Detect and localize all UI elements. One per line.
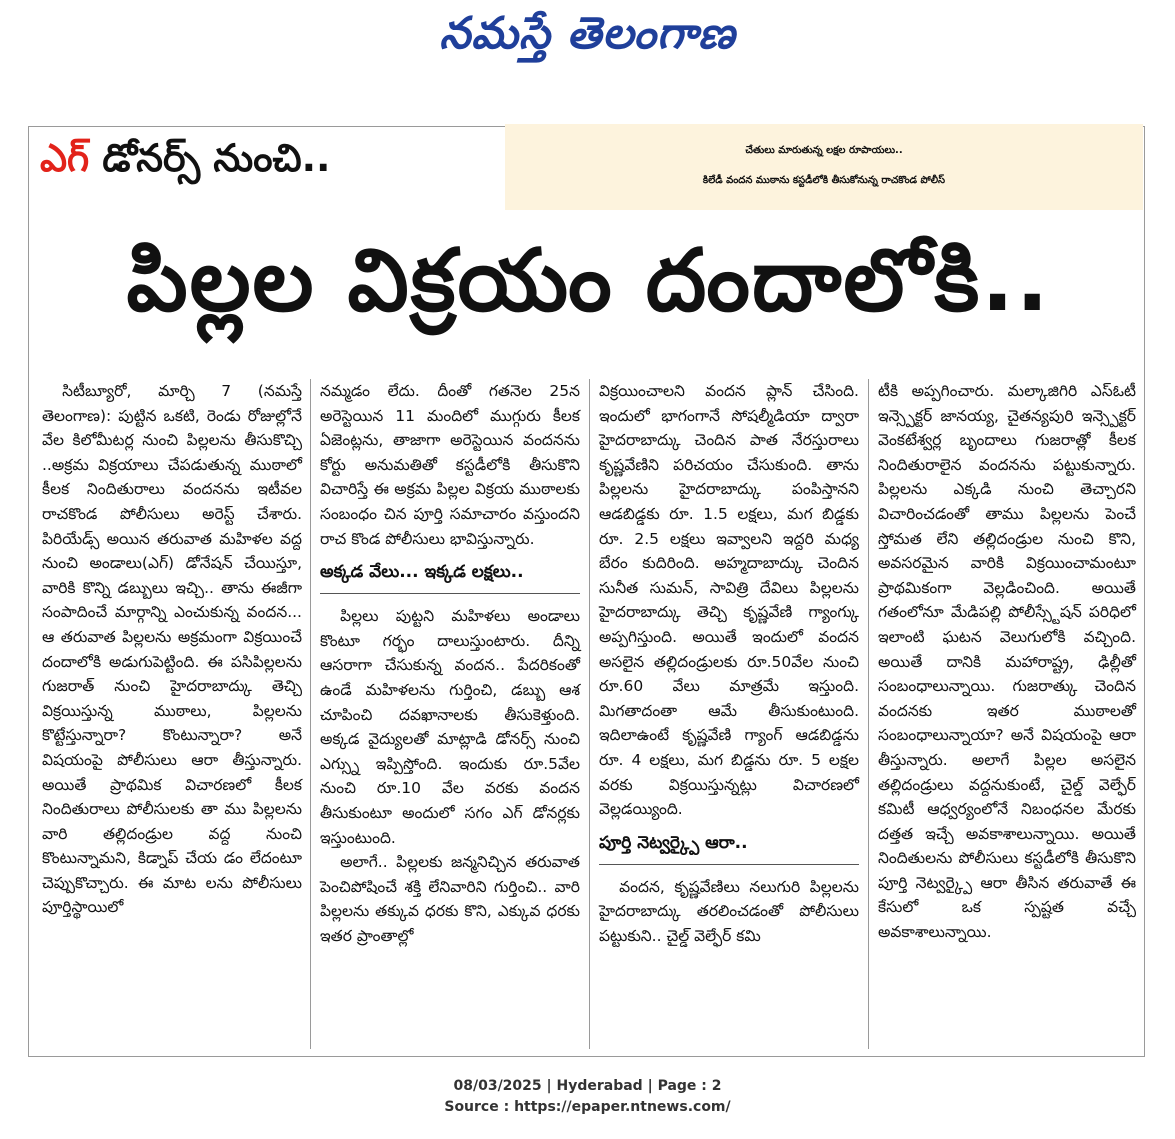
column-3-text-b: వందన, కృష్ణవేణిలు నలుగురి పిల్లలను హైదరాబాద్కు తరలించడంతో పోలీసులు పట్టుకుని.. చైల్డ్ వెల్ఫేర్ కమి (599, 877, 859, 945)
subheading-1-rule (320, 593, 580, 594)
article-border-bottom (28, 1056, 1145, 1057)
column-2-text-c: అలాగే.. పిల్లలకు జన్మనిచ్చిన తరువాత పెంచిపోషించే శక్తి లేనివారిని గుర్తించి.. వారి పిల్లలను తక్కువ ధరకు కొని, ఎక్కువ ధరకు ఇతర ప్రాంతాల్లో (320, 853, 580, 945)
column-1 (42, 379, 302, 920)
column-rule-3 (868, 379, 869, 1049)
column-3 (599, 379, 859, 948)
subheading-2-rule (599, 864, 859, 865)
column-2-text-b: పిల్లలు పుట్టని మహిళలు అండాలు కొంటూ గర్భం దాలుస్తుంటారు. దీన్ని ఆసరాగా చేసుకున్న వందన.. పేదరికంతో ఉండే మహిళలను గుర్తించి, డబ్బు ఆశ చూపించి దవఖానాలకు తీసుకెళ్తుంది. అక్కడ వైద్యులతో మాట్లాడి డోనర్స్ నుంచి ఎగ్స్ను ఇప్పిస్తోంది. ఇందుకు రూ.5వేల నుంచి రూ.10 వేల వరకు వందన తీసుకుంటూ అందులో సగం ఎగ్ డోనర్లకు ఇస్తుంటుంది. (320, 607, 580, 847)
footer-date-line: 08/03/2025 | Hyderabad | Page : 2 (453, 1078, 722, 1094)
masthead-logo: నమస్తే తెలంగాణ (439, 8, 736, 59)
column-3-text-a: విక్రయించాలని వందన ప్లాన్ చేసింది. ఇందులో భాగంగానే సోషల్మీడియా ద్వారా హైదరాబాద్కు చెందిన పాత నేరస్తురాలు కృష్ణవేణిని పరిచయం చేసుకుంది. తాను పిల్లలను హైదరాబాద్కు పంపిస్తానని ఆడబిడ్డకు రూ. 1.5 లక్షలు, మగ బిడ్డకు రూ. 2.5 లక్షలు ఇవ్వాలని ఇద్దరి మధ్య బేరం కుదిరింది. అహ్మదాబాద్కు చెందిన సునీత సుమన్, సావిత్రి దేవిలు పిల్లలను హైదరాబాద్కు తెచ్చి కృష్ణవేణి గ్యాంగ్కు అప్పగిస్తుంది. అయితే ఇందులో వందన అసలైన తల్లిదండ్రులకు రూ.50వేల నుంచి రూ.60 వేలు మాత్రమే ఇస్తుంది. మిగతాదంతా ఆమే తీసుకుంటుంది. ఇదిలాఉంటే కృష్ణవేణి గ్యాంగ్ ఆడబిడ్డను రూ. 4 లక్షలు, మగ బిడ్డను రూ. 5 లక్షల వరకు విక్రయిస్తున్నట్లు విచారణలో వెల్లడయ్యింది. (599, 382, 859, 819)
subheading-1: అక్కడ వేలు... ఇక్కడ లక్షలు.. (320, 562, 524, 583)
column-4-text: టీకి అప్పగించారు. మల్కాజిగిరి ఎస్ఓటీ ఇన్స్పెక్టర్ జానయ్య, చైతన్యపురి ఇన్స్పెక్టర్ వెంకటేశ్వర్ల బృందాలు గుజరాత్లో కీలక నిందితురాలైన వందనను పట్టుకున్నారు. పిల్లలను ఎక్కడి నుంచి తెచ్చారని విచారించడంతో తాము పిల్లలను పెంచే స్తోమత లేని తల్లిదండ్రుల నుంచి కొని, అవసరమైన వారికి విక్రయించామంటూ ప్రాథమికంగా వెల్లడించింది. అయితే గతంలోనూ మేడిపల్లి పోలీస్స్టేషన్ పరిధిలో ఇలాంటి ఘటన వెలుగులోకి వచ్చింది. అయితే దానికి మహారాష్ట్ర, ఢిల్లీతో సంబంధాలున్నాయి. గుజరాత్కు చెందిన వందనకు ఇతర ముఠాలతో సంబంధాలున్నాయా? అనే విషయంపై ఆరా తీస్తున్నారు. అలాగే పిల్లల అసలైన తల్లిదండ్రులు వద్దనుకుంటే, చైల్డ్ వెల్ఫేర్ కమిటీ ఆధ్వర్యంలోనే నిబంధనల మేరకు దత్తత ఇచ్చే అవకాశాలున్నాయి. అయితే నిందితులను పోలీసులు కస్టడీలోకి తీసుకొని పూర్తి నెట్వర్క్పై ఆరా తీసిన తరువాతే ఈ కేసులో ఒక స్పష్టత వచ్చే అవకాశాలున్నాయి. (878, 382, 1136, 942)
kicker (40, 136, 330, 190)
masthead (0, 0, 1175, 78)
footer-source-line: Source : https://epaper.ntnews.com/ (444, 1099, 731, 1115)
news-article (28, 114, 1146, 1065)
deck-line-2: కిలేడీ వందన ముఠాను కస్టడీలోకి తీసుకోనున్న రాచకొండ పోలీస్ (702, 175, 946, 186)
headline: పిల్లల విక్రయం దందాలోకి.. (126, 231, 1051, 331)
column-2 (320, 379, 580, 948)
column-2-text-a: నమ్మడం లేదు. దీంతో గతనెల 25న అరెస్టెయిన 11 మందిలో ముగ్గురు కీలక ఏజెంట్లను, తాజాగా అరెస్టెయిన వందనను కోర్టు అనుమతితో కస్టడీలోకి తీసుకొని విచారిస్తే ఈ అక్రమ పిల్లల విక్రయ ముఠాలకు సంబంధం చిన పూర్తి సమాచారం వస్తుందని రాచ కొండ పోలీసులు భావిస్తున్నారు. (320, 382, 580, 548)
column-1-text: సిటీబ్యూరో, మార్చి 7 (నమస్తే తెలంగాణ): పుట్టిన ఒకటి, రెండు రోజుల్లోనే వేల కిలోమీటర్ల నుంచి పిల్లలను తీసుకొచ్చి ..అక్రమ విక్రయాలు చేపడుతున్న ముఠాలో కీలక నిందితురాలు వందనను ఇటీవల రాచకొండ పోలీసులు అరెస్ట్ చేశారు. పిరియేడ్స్ అయిన తరువాత మహిళల వద్ద నుంచి అండాలు(ఎగ్) డోనేషన్ చేయిస్తూ, వారికి కొన్ని డబ్బులు ఇచ్చి.. తాను ఈజీగా సంపాదించే మార్గాన్ని ఎంచుకున్న వందన... ఆ తరువాత పిల్లలను అక్రమంగా విక్రయించే దందాలోకి అడుగుపెట్టింది. ఈ పసిపిల్లలను గుజరాత్ నుంచి హైదరాబాద్కు తెచ్చి విక్రయిస్తున్న ముఠాలు, పిల్లలను కొట్టేస్తున్నారా? కొంటున్నారా? అనే విషయంపై పోలీసులు ఆరా తీస్తున్నారు. అయితే ప్రాథమిక విచారణలో కీలక నిందితురాలు పోలీసులకు తా ము పిల్లలను వారి తల్లిదండ్రుల వద్ద నుంచి కొంటున్నామని, కిడ్నాప్ చేయ డం లేదంటూ చెప్పుకొచ్చారు. ఈ మాట లను పోలీసులు పూర్తిస్థాయిలో (42, 382, 302, 917)
column-rule-2 (589, 379, 590, 1049)
article-border-right (1144, 126, 1145, 1056)
kicker-text: డోనర్స్ నుంచి.. (89, 136, 331, 180)
article-border-left (28, 126, 29, 1056)
column-4 (878, 379, 1136, 945)
deck-line-1: చేతులు మారుతున్న లక్షల రూపాయలు.. (745, 145, 903, 156)
column-rule-1 (310, 379, 311, 1049)
subheading-2: పూర్తి నెట్వర్క్పై ఆరా.. (599, 832, 748, 853)
kicker-highlight: ఎగ్ (40, 136, 90, 180)
page-footer (0, 1076, 1175, 1118)
deck-box (505, 124, 1143, 210)
